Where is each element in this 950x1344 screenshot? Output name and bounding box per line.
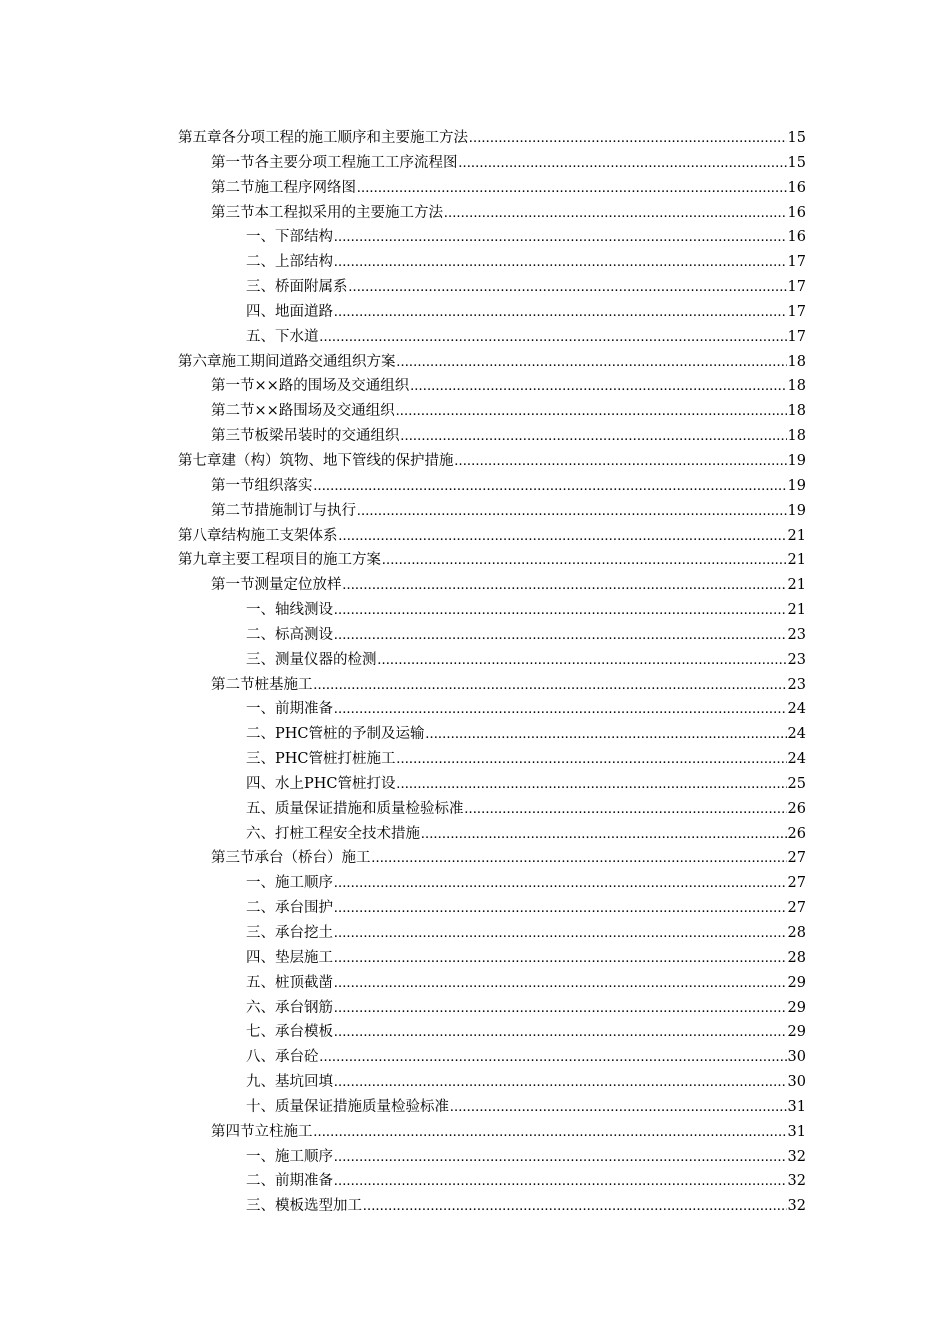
toc-entry-title: 板梁吊装时的交通组织 xyxy=(254,428,400,445)
toc-entry-title: 桩基施工 xyxy=(254,676,313,693)
toc-entry-number: 第一节 xyxy=(211,477,255,494)
toc-subsection-entry[interactable] xyxy=(178,722,806,747)
toc-entry-page-number: 25 xyxy=(787,775,806,792)
toc-entry-number: 五、 xyxy=(246,328,275,345)
toc-entry-page-number: 29 xyxy=(787,974,806,991)
dot-leader xyxy=(397,772,787,797)
toc-subsection-entry[interactable] xyxy=(178,896,806,921)
dot-leader xyxy=(363,1194,787,1219)
dot-leader xyxy=(314,1120,787,1145)
toc-entry-number: 二、 xyxy=(246,254,275,271)
toc-entry-title: 前期准备 xyxy=(275,701,333,718)
toc-entry-number: 一、 xyxy=(246,229,275,246)
toc-entry-page-number: 31 xyxy=(787,1098,806,1115)
toc-entry-title: 承台钢筋 xyxy=(275,999,333,1016)
toc-entry-number: 六、 xyxy=(246,825,275,842)
toc-entry-title: PHC管桩打桩施工 xyxy=(275,751,396,768)
dot-leader xyxy=(334,225,787,250)
dot-leader xyxy=(397,350,787,375)
toc-entry-title: 前期准备 xyxy=(275,1173,333,1190)
toc-entry-page-number: 30 xyxy=(787,1049,806,1066)
toc-entry-title: 各分项工程的施工顺序和主要施工方法 xyxy=(221,130,468,146)
toc-subsection-entry[interactable] xyxy=(178,822,806,847)
toc-entry-title: 施工顺序 xyxy=(275,875,333,892)
toc-entry-number: 三、 xyxy=(246,279,275,296)
toc-entry-title: 质量保证措施质量检验标准 xyxy=(275,1098,449,1115)
toc-entry-title: 立柱施工 xyxy=(254,1123,313,1140)
toc-entry-number: 二、 xyxy=(246,626,275,643)
toc-entry-number: 第六章 xyxy=(178,353,222,370)
toc-entry-title: 施工顺序 xyxy=(275,1148,333,1165)
toc-entry-number: 四、 xyxy=(246,949,275,966)
toc-entry-page-number: 23 xyxy=(787,676,806,693)
toc-section-entry[interactable] xyxy=(178,673,806,698)
toc-subsection-entry[interactable] xyxy=(178,871,806,896)
toc-entry-title: 下水道 xyxy=(275,328,319,345)
toc-entry-title: 施工程序网络图 xyxy=(254,179,356,196)
dot-leader xyxy=(334,1070,787,1095)
toc-subsection-entry[interactable] xyxy=(178,1145,806,1170)
toc-entry-title: 本工程拟采用的主要施工方法 xyxy=(254,204,443,221)
toc-entry-number: 三、 xyxy=(246,1198,275,1215)
dot-leader xyxy=(382,548,787,573)
toc-entry-number: 第四节 xyxy=(211,1123,255,1140)
toc-entry-title: 承台砼 xyxy=(275,1049,319,1066)
toc-chapter-entry[interactable] xyxy=(178,126,806,151)
toc-entry-title: ××路围场及交通组织 xyxy=(254,403,395,420)
toc-entry-page-number: 18 xyxy=(787,353,806,370)
toc-entry-number: 第一节 xyxy=(211,154,255,171)
toc-entry-page-number: 26 xyxy=(787,800,806,817)
dot-leader xyxy=(334,1020,787,1045)
toc-entry-title: PHC管桩的予制及运输 xyxy=(275,726,425,743)
toc-entry-title: 承台模板 xyxy=(275,1024,333,1041)
dot-leader xyxy=(334,1169,787,1194)
toc-section-entry[interactable] xyxy=(178,424,806,449)
toc-entry-number: 八、 xyxy=(246,1049,275,1066)
toc-entry-page-number: 18 xyxy=(787,378,806,395)
toc-section-entry[interactable] xyxy=(178,176,806,201)
toc-entry-number: 第七章 xyxy=(178,452,222,469)
toc-entry-number: 一、 xyxy=(246,701,275,718)
toc-subsection-entry[interactable] xyxy=(178,921,806,946)
toc-entry-page-number: 21 xyxy=(787,552,806,569)
toc-section-entry[interactable] xyxy=(178,573,806,598)
toc-entry-number: 第一节 xyxy=(211,577,255,594)
toc-subsection-entry[interactable] xyxy=(178,1095,806,1120)
toc-entry-page-number: 29 xyxy=(787,1024,806,1041)
toc-entry-page-number: 19 xyxy=(787,477,806,494)
dot-leader xyxy=(349,275,787,300)
dot-leader xyxy=(334,1145,787,1170)
dot-leader xyxy=(334,598,787,623)
toc-entry-number: 第二节 xyxy=(211,403,255,420)
toc-entry-title: 桥面附属系 xyxy=(275,279,348,296)
toc-subsection-entry[interactable] xyxy=(178,1070,806,1095)
toc-entry-page-number: 27 xyxy=(787,900,806,917)
toc-entry-title: 组织落实 xyxy=(254,477,313,494)
dot-leader xyxy=(396,399,787,424)
toc-entry-number: 第三节 xyxy=(211,204,255,221)
dot-leader xyxy=(426,722,787,747)
toc-subsection-entry[interactable] xyxy=(178,697,806,722)
toc-entry-page-number: 24 xyxy=(787,726,806,743)
dot-leader xyxy=(334,623,787,648)
dot-leader xyxy=(421,822,787,847)
toc-entry-title: 措施制订与执行 xyxy=(254,502,356,519)
toc-entry-number: 一、 xyxy=(246,875,275,892)
toc-entry-page-number: 32 xyxy=(787,1173,806,1190)
toc-entry-number: 三、 xyxy=(246,925,275,941)
toc-entry-number: 十、 xyxy=(246,1098,275,1115)
toc-chapter-entry[interactable] xyxy=(178,548,806,573)
toc-entry-title: 承台挖土 xyxy=(275,925,333,941)
toc-entry-number: 六、 xyxy=(246,999,275,1016)
toc-section-entry[interactable] xyxy=(178,499,806,524)
toc-entry-title: 质量保证措施和质量检验标准 xyxy=(275,800,464,817)
toc-entry-page-number: 21 xyxy=(787,577,806,594)
toc-entry-number: 五、 xyxy=(246,800,275,817)
toc-entry-page-number: 18 xyxy=(787,403,806,420)
dot-leader xyxy=(455,449,787,474)
toc-entry-number: 二、 xyxy=(246,1173,275,1190)
toc-subsection-entry[interactable] xyxy=(178,250,806,275)
toc-entry-number: 一、 xyxy=(246,602,275,619)
toc-entry-title: 施工期间道路交通组织方案 xyxy=(221,353,396,370)
dot-leader xyxy=(372,846,787,871)
toc-entry-number: 四、 xyxy=(246,775,275,792)
toc-entry-number: 第二节 xyxy=(211,676,255,693)
dot-leader xyxy=(378,648,787,673)
toc-entry-number: 七、 xyxy=(246,1024,275,1041)
toc-entry-title: 主要工程项目的施工方案 xyxy=(221,552,381,569)
toc-subsection-entry[interactable] xyxy=(178,275,806,300)
toc-entry-page-number: 15 xyxy=(787,154,806,171)
toc-subsection-entry[interactable] xyxy=(178,1045,806,1070)
toc-entry-page-number: 27 xyxy=(787,875,806,892)
toc-entry-page-number: 17 xyxy=(787,279,806,296)
toc-entry-title: 结构施工支架体系 xyxy=(221,527,338,544)
toc-section-entry[interactable] xyxy=(178,846,806,871)
toc-entry-page-number: 24 xyxy=(787,701,806,718)
toc-entry-title: 地面道路 xyxy=(275,303,333,320)
toc-chapter-entry[interactable] xyxy=(178,350,806,375)
toc-entry-page-number: 30 xyxy=(787,1074,806,1091)
toc-entry-title: 标高测设 xyxy=(275,626,333,643)
toc-subsection-entry[interactable] xyxy=(178,648,806,673)
toc-entry-number: 第二节 xyxy=(211,502,255,519)
dot-leader xyxy=(450,1095,787,1120)
toc-entry-page-number: 17 xyxy=(787,303,806,320)
toc-entry-page-number: 32 xyxy=(787,1148,806,1165)
dot-leader xyxy=(357,176,787,201)
toc-entry-page-number: 28 xyxy=(787,925,806,941)
dot-leader xyxy=(334,896,787,921)
toc-entry-page-number: 19 xyxy=(787,502,806,519)
dot-leader xyxy=(339,524,787,549)
toc-subsection-entry[interactable] xyxy=(178,1169,806,1194)
toc-entry-page-number: 32 xyxy=(787,1198,806,1215)
toc-entry-page-number: 29 xyxy=(787,999,806,1016)
toc-entry-number: 九、 xyxy=(246,1074,275,1091)
toc-subsection-entry[interactable] xyxy=(178,1020,806,1045)
toc-subsection-entry[interactable] xyxy=(178,623,806,648)
dot-leader xyxy=(320,1045,787,1070)
toc-entry-title: 下部结构 xyxy=(275,229,333,246)
toc-entry-page-number: 24 xyxy=(787,751,806,768)
toc-section-entry[interactable] xyxy=(178,151,806,176)
toc-entry-page-number: 23 xyxy=(787,626,806,643)
toc-entry-title: 水上PHC管桩打设 xyxy=(275,775,396,792)
toc-entry-title: 桩顶截凿 xyxy=(275,974,333,991)
toc-subsection-entry[interactable] xyxy=(178,996,806,1021)
toc-entry-title: 测量仪器的检测 xyxy=(275,651,377,668)
dot-leader xyxy=(334,971,787,996)
toc-section-entry[interactable] xyxy=(178,374,806,399)
toc-entry-page-number: 21 xyxy=(787,527,806,544)
toc-entry-page-number: 27 xyxy=(787,850,806,867)
toc-subsection-entry[interactable] xyxy=(178,300,806,325)
toc-section-entry[interactable] xyxy=(178,399,806,424)
dot-leader xyxy=(397,747,787,772)
toc-entry-title: 模板选型加工 xyxy=(275,1198,362,1215)
toc-entry-number: 四、 xyxy=(246,303,275,320)
toc-entry-page-number: 31 xyxy=(787,1123,806,1140)
toc-entry-page-number: 19 xyxy=(787,452,806,469)
toc-entry-number: 三、 xyxy=(246,651,275,668)
dot-leader xyxy=(334,996,787,1021)
dot-leader xyxy=(401,424,787,449)
toc-entry-title: 各主要分项工程施工工序流程图 xyxy=(254,154,458,171)
toc-entry-number: 第一节 xyxy=(211,378,255,395)
dot-leader xyxy=(334,946,787,971)
toc-chapter-entry[interactable] xyxy=(178,524,806,549)
toc-entry-title: ××路的围场及交通组织 xyxy=(254,378,410,395)
toc-entry-number: 一、 xyxy=(246,1148,275,1165)
toc-subsection-entry[interactable] xyxy=(178,598,806,623)
toc-entry-page-number: 26 xyxy=(787,825,806,842)
toc-entry-title: 基坑回填 xyxy=(275,1074,333,1091)
toc-entry-number: 二、 xyxy=(246,900,275,917)
dot-leader xyxy=(334,871,787,896)
toc-entry-number: 三、 xyxy=(246,751,275,768)
toc-subsection-entry[interactable] xyxy=(178,971,806,996)
dot-leader xyxy=(459,151,787,176)
toc-entry-number: 二、 xyxy=(246,726,275,743)
dot-leader xyxy=(314,673,787,698)
toc-subsection-entry[interactable] xyxy=(178,1194,806,1219)
toc-entry-number: 第九章 xyxy=(178,552,222,569)
dot-leader xyxy=(444,201,787,226)
toc-entry-number: 第八章 xyxy=(178,527,222,544)
toc-section-entry[interactable] xyxy=(178,201,806,226)
toc-entry-number: 第二节 xyxy=(211,179,255,196)
dot-leader xyxy=(334,697,787,722)
toc-subsection-entry[interactable] xyxy=(178,325,806,350)
toc-entry-title: 建（构）筑物、地下管线的保护措施 xyxy=(221,452,454,469)
toc-entry-page-number: 16 xyxy=(787,179,806,196)
toc-entry-page-number: 16 xyxy=(787,229,806,246)
toc-entry-page-number: 23 xyxy=(787,651,806,668)
toc-entry-page-number: 15 xyxy=(787,130,806,146)
dot-leader xyxy=(357,499,787,524)
dot-leader xyxy=(469,126,787,151)
toc-subsection-entry[interactable] xyxy=(178,747,806,772)
toc-entry-page-number: 28 xyxy=(787,949,806,966)
toc-entry-title: 上部结构 xyxy=(275,254,333,271)
toc-entry-title: 承台（桥台）施工 xyxy=(254,850,371,867)
toc-entry-page-number: 18 xyxy=(787,428,806,445)
dot-leader xyxy=(465,797,787,822)
dot-leader xyxy=(334,300,787,325)
toc-entry-page-number: 17 xyxy=(787,254,806,271)
toc-section-entry[interactable] xyxy=(178,474,806,499)
toc-subsection-entry[interactable] xyxy=(178,946,806,971)
toc-subsection-entry[interactable] xyxy=(178,797,806,822)
toc-entry-title: 测量定位放样 xyxy=(254,577,342,594)
toc-entry-page-number: 16 xyxy=(787,204,806,221)
dot-leader xyxy=(314,474,787,499)
dot-leader xyxy=(410,374,786,399)
dot-leader xyxy=(334,250,787,275)
toc-entry-title: 打桩工程安全技术措施 xyxy=(275,825,420,842)
toc-entry-number: 第三节 xyxy=(211,428,255,445)
toc-section-entry[interactable] xyxy=(178,1120,806,1145)
toc-entry-page-number: 17 xyxy=(787,328,806,345)
dot-leader xyxy=(334,921,787,946)
toc-entry-title: 垫层施工 xyxy=(275,949,333,966)
toc-entry-title: 承台围护 xyxy=(275,900,333,917)
toc-entry-page-number: 21 xyxy=(787,602,806,619)
toc-entry-title: 轴线测设 xyxy=(275,602,333,619)
toc-entry-number: 第三节 xyxy=(211,850,255,867)
table-of-contents xyxy=(178,126,806,1219)
dot-leader xyxy=(320,325,787,350)
toc-chapter-entry[interactable] xyxy=(178,449,806,474)
toc-entry-number: 第五章 xyxy=(178,130,222,146)
toc-subsection-entry[interactable] xyxy=(178,225,806,250)
dot-leader xyxy=(343,573,787,598)
toc-subsection-entry[interactable] xyxy=(178,772,806,797)
toc-entry-number: 五、 xyxy=(246,974,275,991)
